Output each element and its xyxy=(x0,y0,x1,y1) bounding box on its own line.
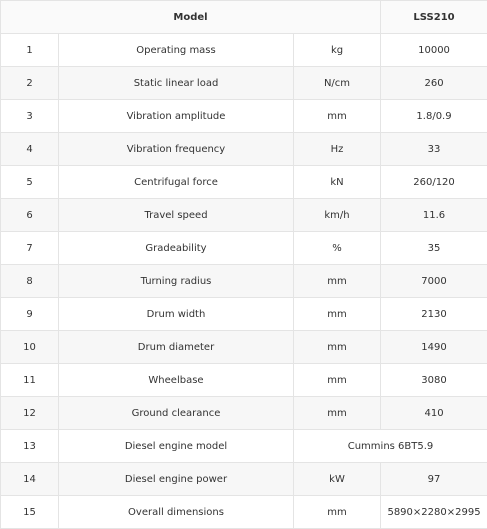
parameter-name: Drum diameter xyxy=(59,331,294,364)
table-row xyxy=(1,133,487,166)
row-number: 9 xyxy=(1,298,59,331)
row-number: 5 xyxy=(1,166,59,199)
parameter-name: Vibration amplitude xyxy=(59,100,294,133)
parameter-value: 10000 xyxy=(381,34,487,67)
row-number: 8 xyxy=(1,265,59,298)
parameter-value: 11.6 xyxy=(381,199,487,232)
table-row xyxy=(1,199,487,232)
table-row xyxy=(1,100,487,133)
parameter-value: 97 xyxy=(381,463,487,496)
parameter-unit: mm xyxy=(294,100,381,133)
table-row xyxy=(1,265,487,298)
parameter-unit: mm xyxy=(294,265,381,298)
parameter-value: 7000 xyxy=(381,265,487,298)
parameter-value: 260/120 xyxy=(381,166,487,199)
parameter-value: Cummins 6BT5.9 xyxy=(294,430,487,463)
parameter-value: 2130 xyxy=(381,298,487,331)
parameter-name: Vibration frequency xyxy=(59,133,294,166)
table-row xyxy=(1,166,487,199)
model-value: LSS210 xyxy=(381,1,487,34)
row-number: 12 xyxy=(1,397,59,430)
table-row xyxy=(1,364,487,397)
parameter-name: Drum width xyxy=(59,298,294,331)
parameter-value: 5890×2280×2995 xyxy=(381,496,487,529)
row-number: 7 xyxy=(1,232,59,265)
table-row xyxy=(1,430,487,463)
table-row xyxy=(1,397,487,430)
parameter-name: Centrifugal force xyxy=(59,166,294,199)
row-number: 2 xyxy=(1,67,59,100)
row-number: 4 xyxy=(1,133,59,166)
parameter-name: Diesel engine model xyxy=(59,430,294,463)
parameter-unit: mm xyxy=(294,298,381,331)
parameter-unit: mm xyxy=(294,496,381,529)
parameter-unit: % xyxy=(294,232,381,265)
parameter-value: 1490 xyxy=(381,331,487,364)
parameter-unit: Hz xyxy=(294,133,381,166)
parameter-name: Ground clearance xyxy=(59,397,294,430)
row-number: 1 xyxy=(1,34,59,67)
row-number: 14 xyxy=(1,463,59,496)
header-row xyxy=(1,1,487,34)
parameter-unit: mm xyxy=(294,364,381,397)
row-number: 13 xyxy=(1,430,59,463)
row-number: 6 xyxy=(1,199,59,232)
parameter-name: Turning radius xyxy=(59,265,294,298)
table-row xyxy=(1,331,487,364)
table-row xyxy=(1,34,487,67)
parameter-value: 35 xyxy=(381,232,487,265)
parameter-name: Gradeability xyxy=(59,232,294,265)
row-number: 10 xyxy=(1,331,59,364)
parameter-name: Wheelbase xyxy=(59,364,294,397)
parameter-value: 1.8/0.9 xyxy=(381,100,487,133)
parameter-name: Static linear load xyxy=(59,67,294,100)
table-row xyxy=(1,232,487,265)
row-number: 11 xyxy=(1,364,59,397)
parameter-unit: N/cm xyxy=(294,67,381,100)
parameter-value: 260 xyxy=(381,67,487,100)
table-row xyxy=(1,496,487,529)
table-row xyxy=(1,67,487,100)
parameter-unit: km/h xyxy=(294,199,381,232)
parameter-name: Operating mass xyxy=(59,34,294,67)
spec-table-body xyxy=(1,34,487,529)
parameter-unit: kg xyxy=(294,34,381,67)
parameter-name: Diesel engine power xyxy=(59,463,294,496)
parameter-unit: kW xyxy=(294,463,381,496)
row-number: 15 xyxy=(1,496,59,529)
table-row xyxy=(1,298,487,331)
parameter-name: Travel speed xyxy=(59,199,294,232)
model-label: Model xyxy=(1,1,381,34)
table-row xyxy=(1,463,487,496)
parameter-name: Overall dimensions xyxy=(59,496,294,529)
parameter-value: 410 xyxy=(381,397,487,430)
parameter-unit: mm xyxy=(294,331,381,364)
parameter-value: 33 xyxy=(381,133,487,166)
row-number: 3 xyxy=(1,100,59,133)
parameter-unit: kN xyxy=(294,166,381,199)
parameter-unit: mm xyxy=(294,397,381,430)
parameter-value: 3080 xyxy=(381,364,487,397)
